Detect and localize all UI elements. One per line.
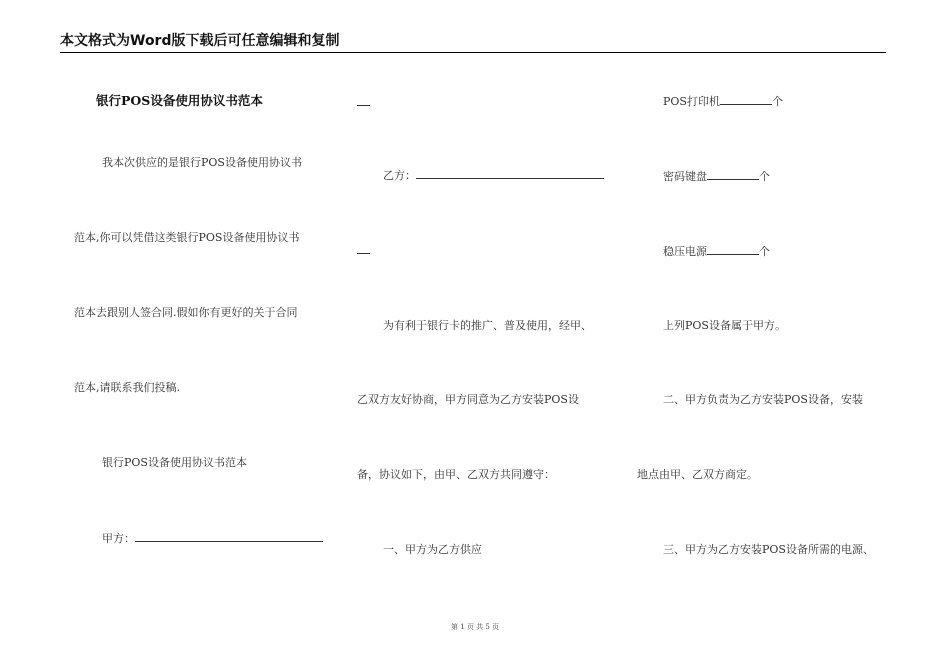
psu-line <box>663 244 770 259</box>
paragraph-line: 为有利于银行卡的推广、普及使用，经甲、 <box>383 319 592 332</box>
column-3 <box>635 0 895 672</box>
clause-1: 一、甲方为乙方供应 <box>383 543 482 556</box>
party-a-line <box>102 531 323 546</box>
paragraph-line: 乙双方友好协商，甲方同意为乙方安装POS设 <box>357 393 579 406</box>
paragraph-line: 上列POS设备属于甲方。 <box>663 319 786 332</box>
psu-label: 稳压电源 <box>663 245 707 258</box>
party-a-label: 甲方： <box>102 532 135 545</box>
paragraph-line: 范本,请联系我们投稿. <box>74 381 180 394</box>
party-b-blank <box>416 168 604 179</box>
printer-line <box>663 94 783 109</box>
document-header: 本文格式为Word版下载后可任意编辑和复制 <box>60 33 340 49</box>
printer-blank <box>720 94 772 105</box>
clause-3: 三、甲方为乙方安装POS设备所需的电源、 <box>663 543 874 556</box>
printer-unit: 个 <box>771 95 783 108</box>
party-b-label: 乙方： <box>383 169 416 182</box>
paragraph-line: 地点由甲、乙双方商定。 <box>637 468 758 481</box>
page-footer: 第 1 页 共 5 页 <box>450 623 500 631</box>
keypad-label: 密码键盘 <box>663 170 707 183</box>
keypad-line <box>663 169 770 184</box>
psu-blank <box>707 244 759 255</box>
paragraph-line: 范本,你可以凭借这类银行POS设备使用协议书 <box>74 231 300 244</box>
dash-mark <box>357 244 370 258</box>
keypad-unit: 个 <box>759 170 770 183</box>
paragraph-line: 范本去跟别人签合同.假如你有更好的关于合同 <box>74 306 298 319</box>
party-b-line <box>383 168 604 183</box>
paragraph-line: 备，协议如下，由甲、乙双方共同遵守： <box>357 468 555 481</box>
document-title: 银行POS设备使用协议书范本 <box>96 93 263 108</box>
dash-mark <box>357 96 370 110</box>
column-1 <box>72 0 332 672</box>
paragraph-line: 我本次供应的是银行POS设备使用协议书 <box>102 156 302 169</box>
party-a-blank <box>135 531 323 542</box>
keypad-blank <box>707 169 759 180</box>
printer-label: POS打印机 <box>663 95 720 108</box>
psu-unit: 个 <box>759 245 770 258</box>
column-2 <box>355 0 625 672</box>
clause-2: 二、甲方负责为乙方安装POS设备，安装 <box>663 393 863 406</box>
subtitle-line: 银行POS设备使用协议书范本 <box>102 456 247 469</box>
